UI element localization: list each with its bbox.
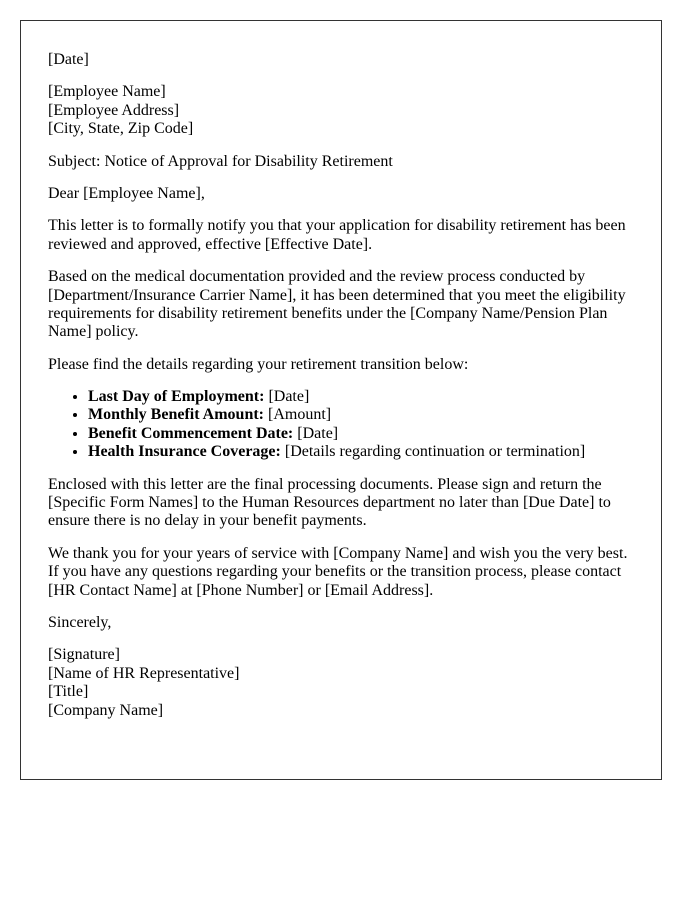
hr-representative-name-line: [Name of HR Representative] xyxy=(48,664,240,682)
benefit-value: [Details regarding continuation or termination] xyxy=(284,443,586,461)
list-item-health-coverage xyxy=(88,443,633,461)
closing: Sincerely, xyxy=(48,613,112,631)
list-item-monthly-amount xyxy=(88,406,633,424)
recipient-name-line: [Employee Name] xyxy=(48,83,166,101)
benefit-value: [Amount] xyxy=(268,406,332,424)
benefit-value: [Date] xyxy=(268,388,310,406)
benefit-label: Last Day of Employment: xyxy=(88,388,265,406)
list-item-commencement-date xyxy=(88,425,633,443)
benefit-value: [Date] xyxy=(297,424,339,442)
paragraph-enclosed: Enclosed with this letter are the final processing documents. Please sign and return the [Specific Form Names] to the Human Resources department no later than [Due Date] to ensure there is no delay in your benefit payments. xyxy=(48,475,611,530)
salutation: Dear [Employee Name], xyxy=(48,184,205,202)
subject-line: Subject: Notice of Approval for Disability Retirement xyxy=(48,152,393,170)
date-line: [Date] xyxy=(48,51,89,68)
benefit-label: Health Insurance Coverage: xyxy=(88,443,281,461)
recipient-address-block xyxy=(48,83,633,138)
letter-document xyxy=(20,20,662,780)
paragraph-intro: This letter is to formally notify you that your application for disability retirement has been reviewed and approved, effective [Effective Date]. xyxy=(48,217,626,253)
paragraph-eligibility: Based on the medical documentation provided and the review process conducted by [Department/Insurance Carrier Name], it has been determined that you meet the eligibility requirements for disability retirement benefits under the [Company Name/Pension Plan Name] policy. xyxy=(48,268,626,341)
company-name-line: [Company Name] xyxy=(48,701,164,719)
list-item-last-day xyxy=(88,388,633,406)
paragraph-details-intro: Please find the details regarding your retirement transition below: xyxy=(48,355,469,373)
recipient-street-line: [Employee Address] xyxy=(48,101,180,119)
signature-block xyxy=(48,646,633,720)
benefit-details-list xyxy=(48,388,633,462)
signature-line: [Signature] xyxy=(48,646,120,664)
title-line: [Title] xyxy=(48,683,89,701)
benefit-label: Benefit Commencement Date: xyxy=(88,424,294,442)
recipient-city-line: [City, State, Zip Code] xyxy=(48,120,194,138)
benefit-label: Monthly Benefit Amount: xyxy=(88,406,264,424)
paragraph-thanks: We thank you for your years of service with [Company Name] and wish you the very best. If you have any questions regarding your benefits or the transition process, please contact [HR Contact Name] at [Phone Number] or [Email Address]. xyxy=(48,544,628,599)
